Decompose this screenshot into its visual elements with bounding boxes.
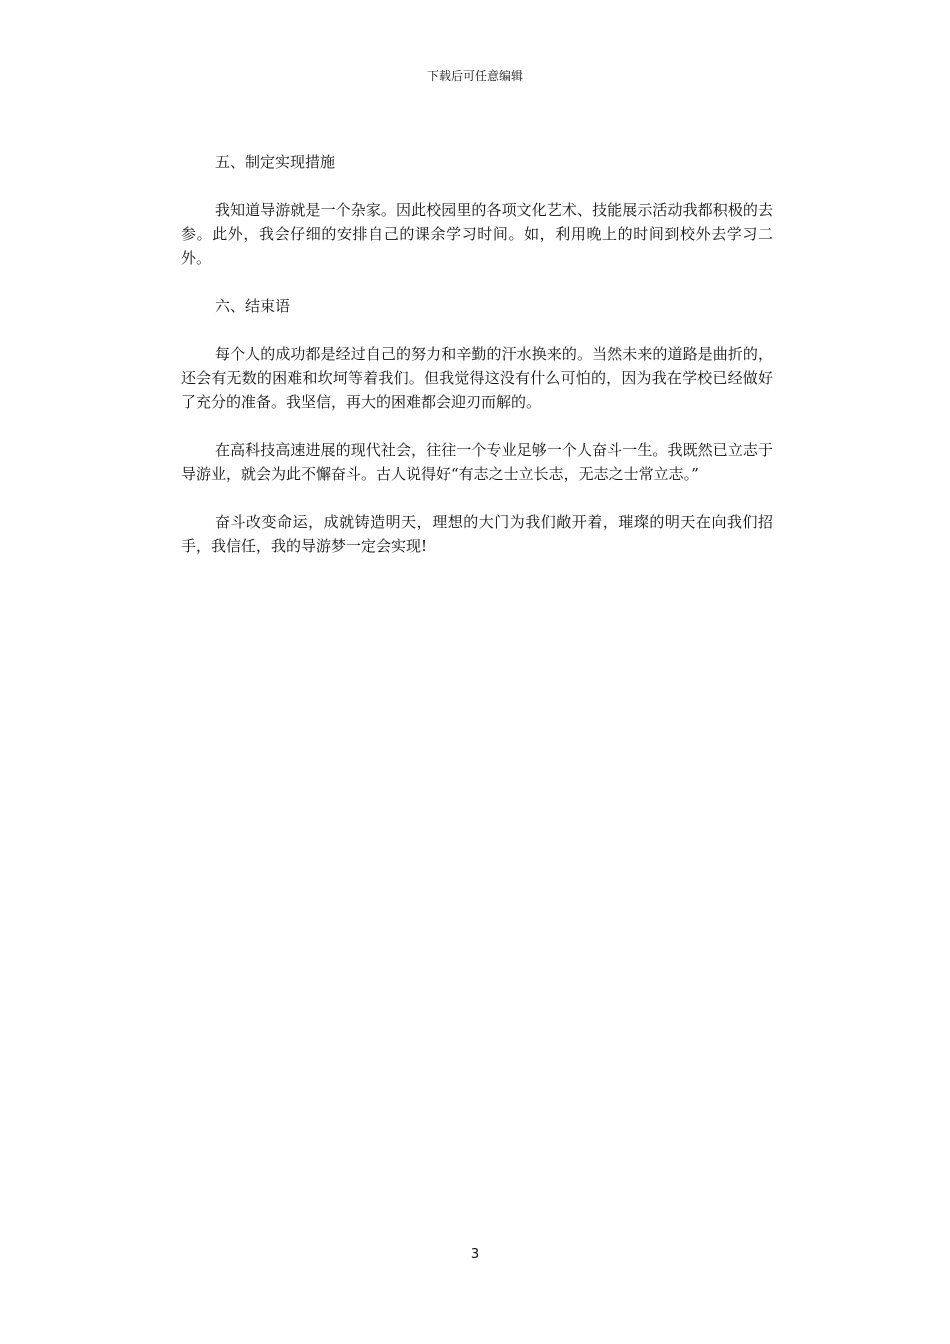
paragraph-conclusion-3: 奋斗改变命运，成就铸造明天，理想的大门为我们敞开着，璀璨的明天在向我们招手，我信任，我的导游梦一定会实现!	[181, 513, 773, 555]
paragraph-conclusion-2: 在高科技高速进展的现代社会，往往一个专业足够一个人奋斗一生。我既然已立志于导游业，就会为此不懈奋斗。古人说得好“有志之士立长志，无志之士常立志。”	[181, 441, 773, 483]
page-header: 下载后可任意编辑	[426, 69, 523, 83]
document-body	[181, 150, 773, 582]
section-heading-conclusion: 六、结束语	[215, 297, 291, 315]
page-number: 3	[470, 1247, 480, 1262]
paragraph-conclusion-1: 每个人的成功都是经过自己的努力和辛勤的汗水换来的。当然未来的道路是曲折的，还会有无数的困难和坎坷等着我们。但我觉得这没有什么可怕的，因为我在学校已经做好了充分的准备。我坚信，再大的困难都会迎刃而解的。	[181, 345, 773, 411]
paragraph-measures: 我知道导游就是一个杂家。因此校园里的各项文化艺术、技能展示活动我都积极的去参。此外，我会仔细的安排自己的课余学习时间。如，利用晚上的时间到校外去学习二外。	[181, 201, 773, 267]
section-heading-measures: 五、制定实现措施	[215, 153, 336, 171]
